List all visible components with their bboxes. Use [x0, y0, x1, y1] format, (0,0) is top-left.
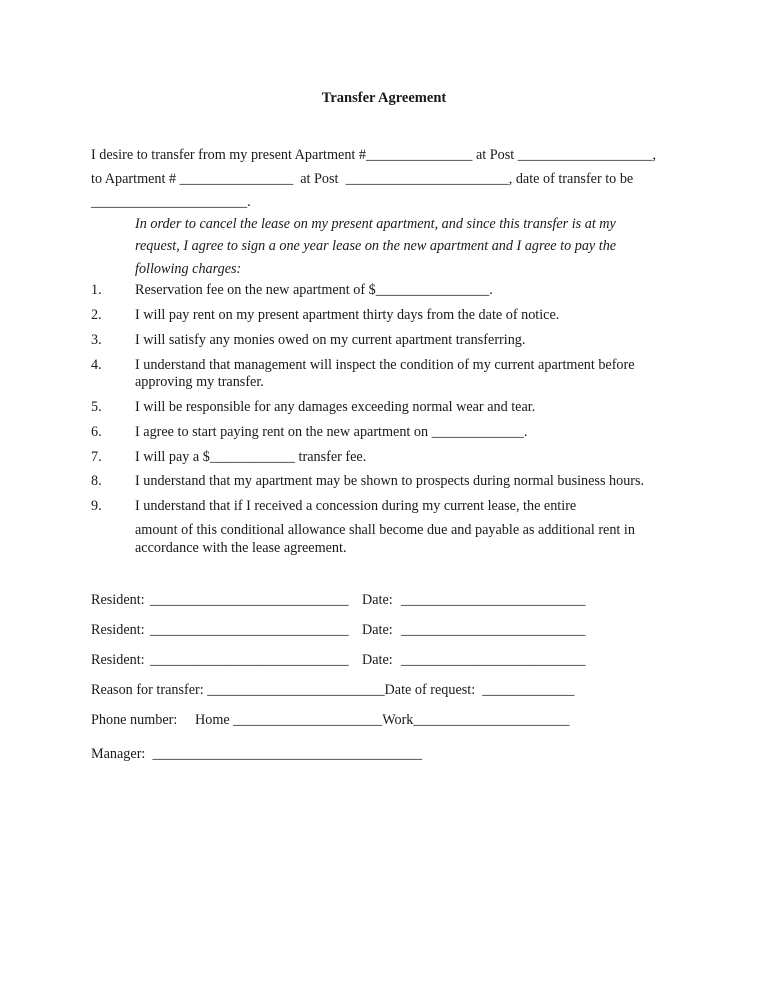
list-item: I understand that my apartment may be shown to prospects during normal business hours. — [135, 473, 645, 489]
list-item-continuation: accordance with the lease agreement. — [135, 540, 347, 556]
resident-label: Resident: — [91, 622, 145, 638]
resident-label: Resident: — [91, 592, 145, 608]
list-item: I will satisfy any monies owed on my current apartment transferring. — [135, 332, 526, 348]
list-item: Reservation fee on the new apartment of $________________. — [135, 282, 493, 298]
date-label: Date: — [362, 652, 393, 668]
item-number: 2. — [91, 307, 102, 323]
item-number: 1. — [91, 282, 102, 298]
manager-line: Manager: ______________________________________ — [91, 746, 423, 762]
date-line: __________________________ — [401, 622, 586, 638]
resident-signature-line: ____________________________ — [150, 592, 349, 608]
item-number: 5. — [91, 399, 102, 415]
date-label: Date: — [362, 622, 393, 638]
list-item: I will be responsible for any damages exceeding normal wear and tear. — [135, 399, 536, 415]
reason-for-transfer-line: Reason for transfer: _________________________Date of request: _____________ — [91, 682, 575, 698]
list-item: I will pay a $____________ transfer fee. — [135, 449, 367, 465]
statement-line: following charges: — [135, 261, 242, 277]
list-item: I agree to start paying rent on the new apartment on _____________. — [135, 424, 528, 440]
item-number: 9. — [91, 498, 102, 514]
resident-signature-line: ____________________________ — [150, 622, 349, 638]
document-title: Transfer Agreement — [321, 90, 447, 106]
resident-signature-line: ____________________________ — [150, 652, 349, 668]
list-item: I understand that if I received a concession during my current lease, the entire — [135, 498, 577, 514]
resident-label: Resident: — [91, 652, 145, 668]
phone-number-line: Phone number: Home _____________________Work______________________ — [91, 712, 570, 728]
item-number: 6. — [91, 424, 102, 440]
date-label: Date: — [362, 592, 393, 608]
statement-line: request, I agree to sign a one year lease on the new apartment and I agree to pay the — [135, 238, 617, 254]
list-item-continuation: approving my transfer. — [135, 374, 264, 390]
intro-line: I desire to transfer from my present Apartment #_______________ at Post ___________________, — [91, 147, 657, 163]
list-item: I understand that management will inspect the condition of my current apartment before — [135, 357, 635, 373]
item-number: 3. — [91, 332, 102, 348]
item-number: 7. — [91, 449, 102, 465]
item-number: 8. — [91, 473, 102, 489]
statement-line: In order to cancel the lease on my present apartment, and since this transfer is at my — [135, 216, 616, 232]
date-line: __________________________ — [401, 652, 586, 668]
intro-line: to Apartment # ________________ at Post _______________________, date of transfer to be — [91, 171, 634, 187]
list-item: I will pay rent on my present apartment thirty days from the date of notice. — [135, 307, 560, 323]
intro-line: ______________________. — [91, 194, 251, 210]
item-number: 4. — [91, 357, 102, 373]
date-line: __________________________ — [401, 592, 586, 608]
list-item-continuation: amount of this conditional allowance shall become due and payable as additional rent in — [135, 522, 635, 538]
